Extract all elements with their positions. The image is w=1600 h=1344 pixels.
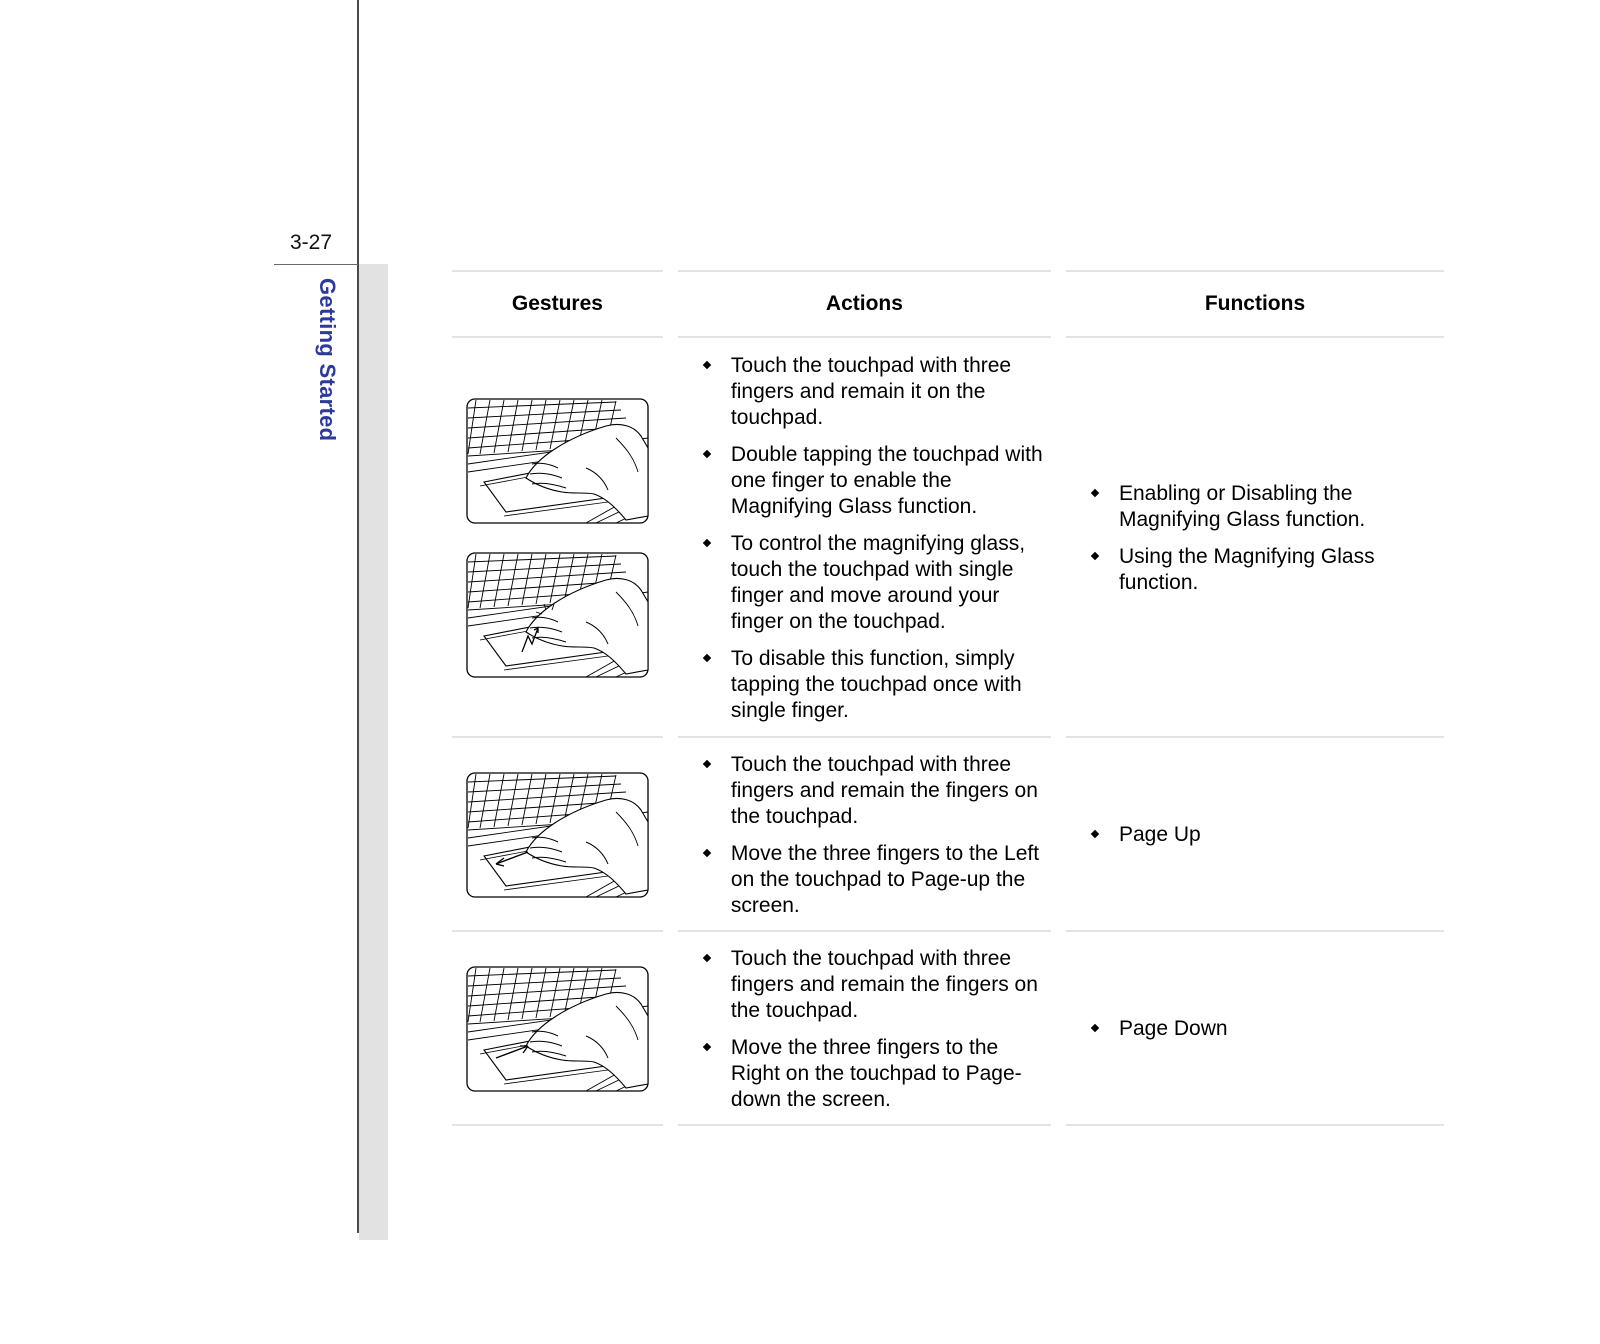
table-row bbox=[452, 738, 1444, 932]
header-functions: Functions bbox=[1066, 270, 1444, 338]
list-item: Page Down bbox=[1066, 1016, 1444, 1042]
actions-cell bbox=[678, 932, 1051, 1126]
three-finger-touch-icon bbox=[466, 398, 649, 524]
gesture-cell bbox=[452, 338, 663, 738]
functions-list bbox=[1066, 822, 1444, 848]
table-row bbox=[452, 932, 1444, 1126]
list-item: Double tapping the touchpad with one finger to enable the Magnifying Glass function. bbox=[678, 442, 1051, 520]
functions-cell bbox=[1066, 338, 1444, 738]
functions-list bbox=[1066, 1016, 1444, 1042]
gesture-cell bbox=[452, 932, 663, 1126]
list-item: Move the three fingers to the Left on the touchpad to Page-up the screen. bbox=[678, 841, 1051, 919]
list-item: Touch the touchpad with three fingers and remain the fingers on the touchpad. bbox=[678, 752, 1051, 830]
actions-list bbox=[678, 353, 1051, 724]
actions-list bbox=[678, 752, 1051, 919]
three-finger-swipe-right-icon bbox=[466, 966, 649, 1092]
gestures-table bbox=[452, 270, 1444, 1126]
list-item: Touch the touchpad with three fingers and remain the fingers on the touchpad. bbox=[678, 946, 1051, 1024]
list-item: Enabling or Disabling the Magnifying Glass function. bbox=[1066, 481, 1444, 533]
list-item: Touch the touchpad with three fingers and remain it on the touchpad. bbox=[678, 353, 1051, 431]
actions-cell bbox=[678, 338, 1051, 738]
table-row bbox=[452, 338, 1444, 738]
table-header-row bbox=[452, 270, 1444, 338]
functions-cell bbox=[1066, 932, 1444, 1126]
actions-list bbox=[678, 946, 1051, 1113]
actions-cell bbox=[678, 738, 1051, 932]
header-gestures: Gestures bbox=[452, 270, 663, 338]
header-actions: Actions bbox=[678, 270, 1051, 338]
margin-horizontal-rule bbox=[274, 264, 358, 265]
margin-band bbox=[359, 264, 388, 1240]
list-item: Page Up bbox=[1066, 822, 1444, 848]
list-item: To control the magnifying glass, touch the touchpad with single finger and move around your finger on the touchpad. bbox=[678, 531, 1051, 635]
page-number: 3-27 bbox=[290, 231, 333, 254]
functions-cell bbox=[1066, 738, 1444, 932]
section-label: Getting Started bbox=[315, 278, 340, 442]
list-item: Using the Magnifying Glass function. bbox=[1066, 544, 1444, 596]
list-item: To disable this function, simply tapping the touchpad once with single finger. bbox=[678, 646, 1051, 724]
three-finger-swipe-left-icon bbox=[466, 772, 649, 898]
list-item: Move the three fingers to the Right on the touchpad to Page-down the screen. bbox=[678, 1035, 1051, 1113]
gesture-cell bbox=[452, 738, 663, 932]
functions-list bbox=[1066, 481, 1444, 596]
magnify-drag-icon bbox=[466, 552, 649, 678]
